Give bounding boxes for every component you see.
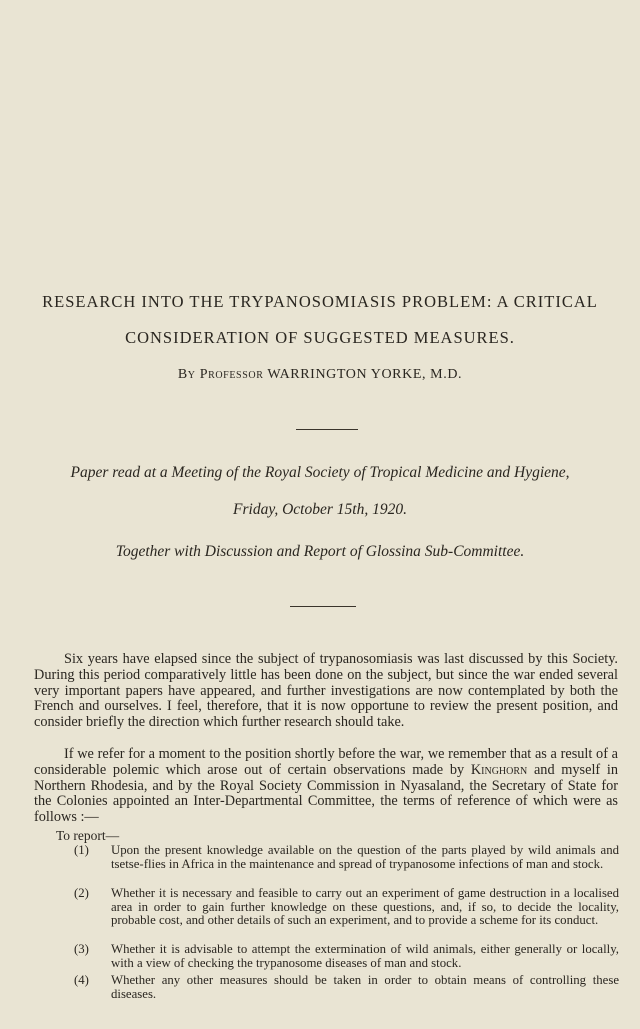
list-item [74,887,619,928]
paper-date: Friday, October 15th, 1920. [233,501,407,518]
list-number: (4) [74,973,89,987]
paragraph-intro: Six years have elapsed since the subject of trypanosomiasis was last discussed by this Society. During this period comparatively little has been done on the subject, but since the war ended several very important papers have appeared, and further investigations are now contemplated by both the French and ourselves. I feel, therefore, that it is now opportune to review the present position, and consider briefly the direction which further research should take. [34,651,618,731]
paper-read-note: Paper read at a Meeting of the Royal Society of Tropical Medicine and Hygiene, [70,464,570,481]
byline [20,367,620,383]
title-line-1: RESEARCH INTO THE TRYPANOSOMIASIS PROBLEM: A CRITICAL [42,292,598,311]
discussion-note: Together with Discussion and Report of Glossina Sub-Committee. [115,543,525,560]
list-item [74,974,619,1001]
author-name: WARRINGTON YORKE, M.D. [267,367,463,382]
divider-rule [296,429,358,430]
list-text: Whether it is necessary and feasible to carry out an experiment of game destruction in a localised area in order to gain further knowledge on these questions, and, if so, to decide the locality, probable cost, and other details of such an experiment, and to provide a scheme for its conduct. [111,886,619,928]
list-text: Whether any other measures should be taken in order to obtain means of controlling these diseases. [111,973,619,1001]
report-label: To report— [56,828,120,843]
paragraph-committee [34,747,618,826]
title-line-2: CONSIDERATION OF SUGGESTED MEASURES. [125,328,515,347]
list-number: (2) [74,886,89,900]
list-text: Whether it is advisable to attempt the extermination of wild animals, either generally or locally, with a view of checking the trypanosome diseases of man and stock. [111,942,619,970]
divider-rule [290,606,356,607]
author-reference: Kinghorn [470,761,528,778]
byline-prefix: By Professor [177,367,264,382]
list-text: Upon the present knowledge available on the question of the parts played by wild animals and tsetse-flies in Africa in the maintenance and spread of trypanosome infections of man and stock. [111,843,619,871]
paragraph-text: If we refer for a moment to the position shortly before the war, we remember that as a result of a considerable polemic which arose out of certain observations made by [34,746,618,778]
list-item [74,943,619,970]
list-number: (1) [74,843,89,857]
list-number: (3) [74,942,89,956]
paragraph-text: and myself in Northern Rhodesia, and by the Royal Society Commission in Nyasaland, the Secretary of State for the Colonies appointed an Inter-Departmental Committee, the terms of reference of which were as follows :— [34,761,618,826]
list-item [74,844,619,871]
